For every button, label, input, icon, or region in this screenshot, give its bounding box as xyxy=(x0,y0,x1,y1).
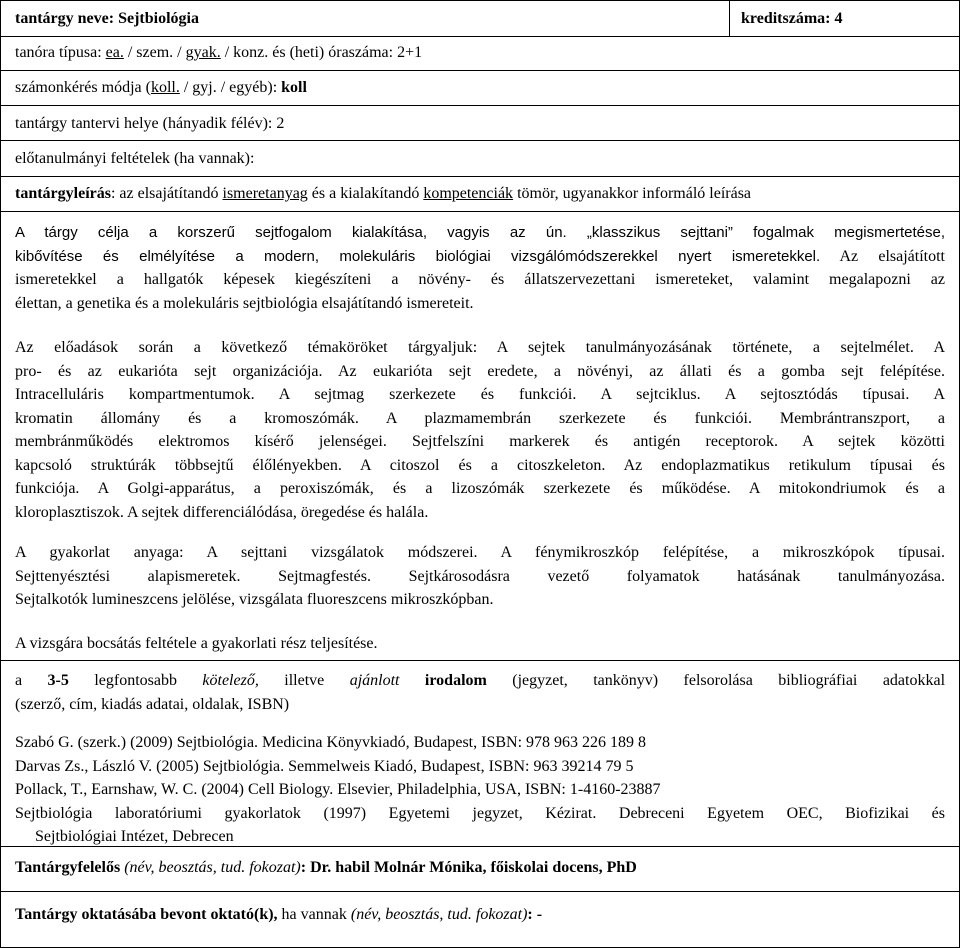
credit-value: 4 xyxy=(834,10,843,27)
description-p2: és a kialakítandó xyxy=(311,185,420,202)
description-kompetenciak: kompetenciák xyxy=(423,185,514,202)
aim-line-2: kibővítése és elmélyítése a modern, molekuláris biológiai vizsgálómódszerekkel nyert ismeretekkel. Az elsajátított xyxy=(15,247,945,265)
responsible-value: Dr. habil Molnár Mónika, főiskolai docens, PhD xyxy=(310,859,637,876)
curriculum-place: tantárgy tantervi helye (hányadik félév): 2 xyxy=(15,115,285,132)
responsible-colon: : xyxy=(300,859,307,876)
header-divider xyxy=(729,1,730,36)
teachers-colon: : xyxy=(527,906,533,923)
lecture-line-5: membránműködés elektromos kísérő jelenségei. Sejtfelszíni markerek és antigén receptorok. A sejtek közötti xyxy=(15,433,945,450)
lesson-type-row xyxy=(1,37,959,70)
literature-item: Pollack, T., Earnshaw, W. C. (2004) Cell Biology. Elsevier, Philadelphia, USA, ISBN: 1-4160-23887 xyxy=(15,781,661,798)
teachers-label: Tantárgy oktatásába bevont oktató(k), xyxy=(15,906,278,923)
description-p3: tömör, ugyanakkor informáló leírása xyxy=(517,185,752,202)
lecture-line-7: funkciója. A Golgi-apparátus, a peroxiszómák, és a lizoszómák szerkezete és működése. A mitokondriumok és a xyxy=(15,480,945,497)
responsible-label: Tantárgyfelelős xyxy=(15,859,121,876)
practice-line-3: Sejtalkotók lumineszcens jelölése, vizsgálata fluoreszcens mikroszkópban. xyxy=(15,591,494,608)
credit-label: kreditszáma: xyxy=(741,10,831,27)
teachers-mid: ha vannak xyxy=(281,906,347,923)
practice-line-1: A gyakorlat anyaga: A sejttani vizsgálatok módszerei. A fénymikroszkóp felépítése, a mikroszkópok típusai. xyxy=(15,544,945,561)
lecture-line-1: Az előadások során a következő témaköröket tárgyaljuk: A sejtek tanulmányozásának története, a sejtelmélet. A xyxy=(15,339,945,356)
literature-item: Darvas Zs., László V. (2005) Sejtbiológia. Semmelweis Kiadó, Budapest, ISBN: 963 39214 79 5 xyxy=(15,757,634,775)
aim-line-1: A tárgy célja a korszerű sejtfogalom kialakítása, vagyis az ún. „klasszikus sejttani” fogalmak megismertetése, xyxy=(15,224,945,241)
lesson-type-gyak: gyak. xyxy=(185,44,221,61)
exam-mid: / gyj. / egyéb): xyxy=(183,79,278,96)
lesson-hours: 2+1 xyxy=(397,44,423,61)
exam-prefix: számonkérés módja ( xyxy=(15,79,151,96)
literature-section xyxy=(1,661,959,846)
lesson-type-sep1: / szem. / xyxy=(127,44,182,61)
literature-intro: a 3-5 legfontosabb kötelező, illetve ajánlott irodalom (jegyzet, tankönyv) felsorolása bibliográfiai adatokkal xyxy=(15,672,946,689)
lecture-line-6: kapcsoló struktúrák többsejtű élőlényekben. A citoszol és a citoszkeleton. Az endoplazmatikus retikulum típusai és xyxy=(15,456,945,474)
lecture-line-4: kromatin állomány és a kromoszómák. A plazmamembrán szerkezete és funkciói. Membrántranszport, a xyxy=(15,409,945,427)
lecture-line-2: pro- és az eukarióta sejt organizációja. Az eukarióta sejt eredete, a növényi, az állati és a gomba sejt felépítése. xyxy=(15,362,945,380)
literature-item: Sejtbiológia laboratóriumi gyakorlatok (1997) Egyetemi jegyzet, Kézirat. Debreceni Egyetem OEC, Biofizikai és xyxy=(15,804,945,822)
literature-intro-2: (szerző, cím, kiadás adatai, oldalak, ISBN) xyxy=(15,695,290,713)
subject-label: tantárgy neve: xyxy=(15,10,115,27)
responsible-hint: (név, beosztás, tud. fokozat) xyxy=(124,859,301,876)
prerequisites: előtanulmányi feltételek (ha vannak): xyxy=(15,150,255,167)
aim-line-3: ismeretekkel a hallgatók képesek kiegészíteni a növény- és állatszervezettani ismereteket, valamint megalapozni az xyxy=(15,271,945,288)
teachers-row xyxy=(1,892,959,947)
subject-name: Sejtbiológia xyxy=(118,10,199,27)
lecture-line-3: Intracelluláris kompartmentumok. A sejtmag szerkezete és funkciói. A sejtciklus. A sejtosztódás típusai. A xyxy=(15,386,945,403)
exam-condition: A vizsgára bocsátás feltétele a gyakorlati rész teljesítése. xyxy=(15,635,378,652)
lecture-line-8: kloroplasztiszok. A sejtek differenciálódása, öregedése és halála. xyxy=(15,503,429,521)
exam-type-row xyxy=(1,71,959,105)
aim-line-4: élettan, a genetika és a molekuláris sejtbiológia elsajátítandó ismereteit. xyxy=(15,294,474,312)
description-ismeretanyag: ismeretanyag xyxy=(222,185,308,202)
description-label: tantárgyleírás xyxy=(15,185,111,202)
lesson-type-sep2: / konz. és (heti) óraszáma: xyxy=(224,44,394,61)
curriculum-place-row xyxy=(1,106,959,140)
description-p1: : az elsajátítandó xyxy=(110,185,219,202)
description-body xyxy=(1,212,959,660)
teachers-value: - xyxy=(536,906,543,923)
prerequisites-row xyxy=(1,141,959,176)
description-label-row xyxy=(1,177,959,211)
practice-line-2: Sejttenyésztési alapismeretek. Sejtmagfestés. Sejtkárosodásra vezető folyamatok hatásának tanulmányozása. xyxy=(15,567,945,585)
exam-koll: koll. xyxy=(150,79,180,96)
header-row xyxy=(1,1,959,36)
responsible-row xyxy=(1,847,959,891)
literature-item-cont: Sejtbiológiai Intézet, Debrecen xyxy=(35,828,234,845)
literature-item: Szabó G. (szerk.) (2009) Sejtbiológia. Medicina Könyvkiadó, Budapest, ISBN: 978 963 226 189 8 xyxy=(15,734,647,751)
lesson-type-prefix: tanóra típusa: xyxy=(15,44,102,61)
exam-value: koll xyxy=(281,79,307,96)
lesson-type-ea: ea. xyxy=(105,44,124,61)
teachers-hint: (név, beosztás, tud. fokozat) xyxy=(350,906,528,923)
